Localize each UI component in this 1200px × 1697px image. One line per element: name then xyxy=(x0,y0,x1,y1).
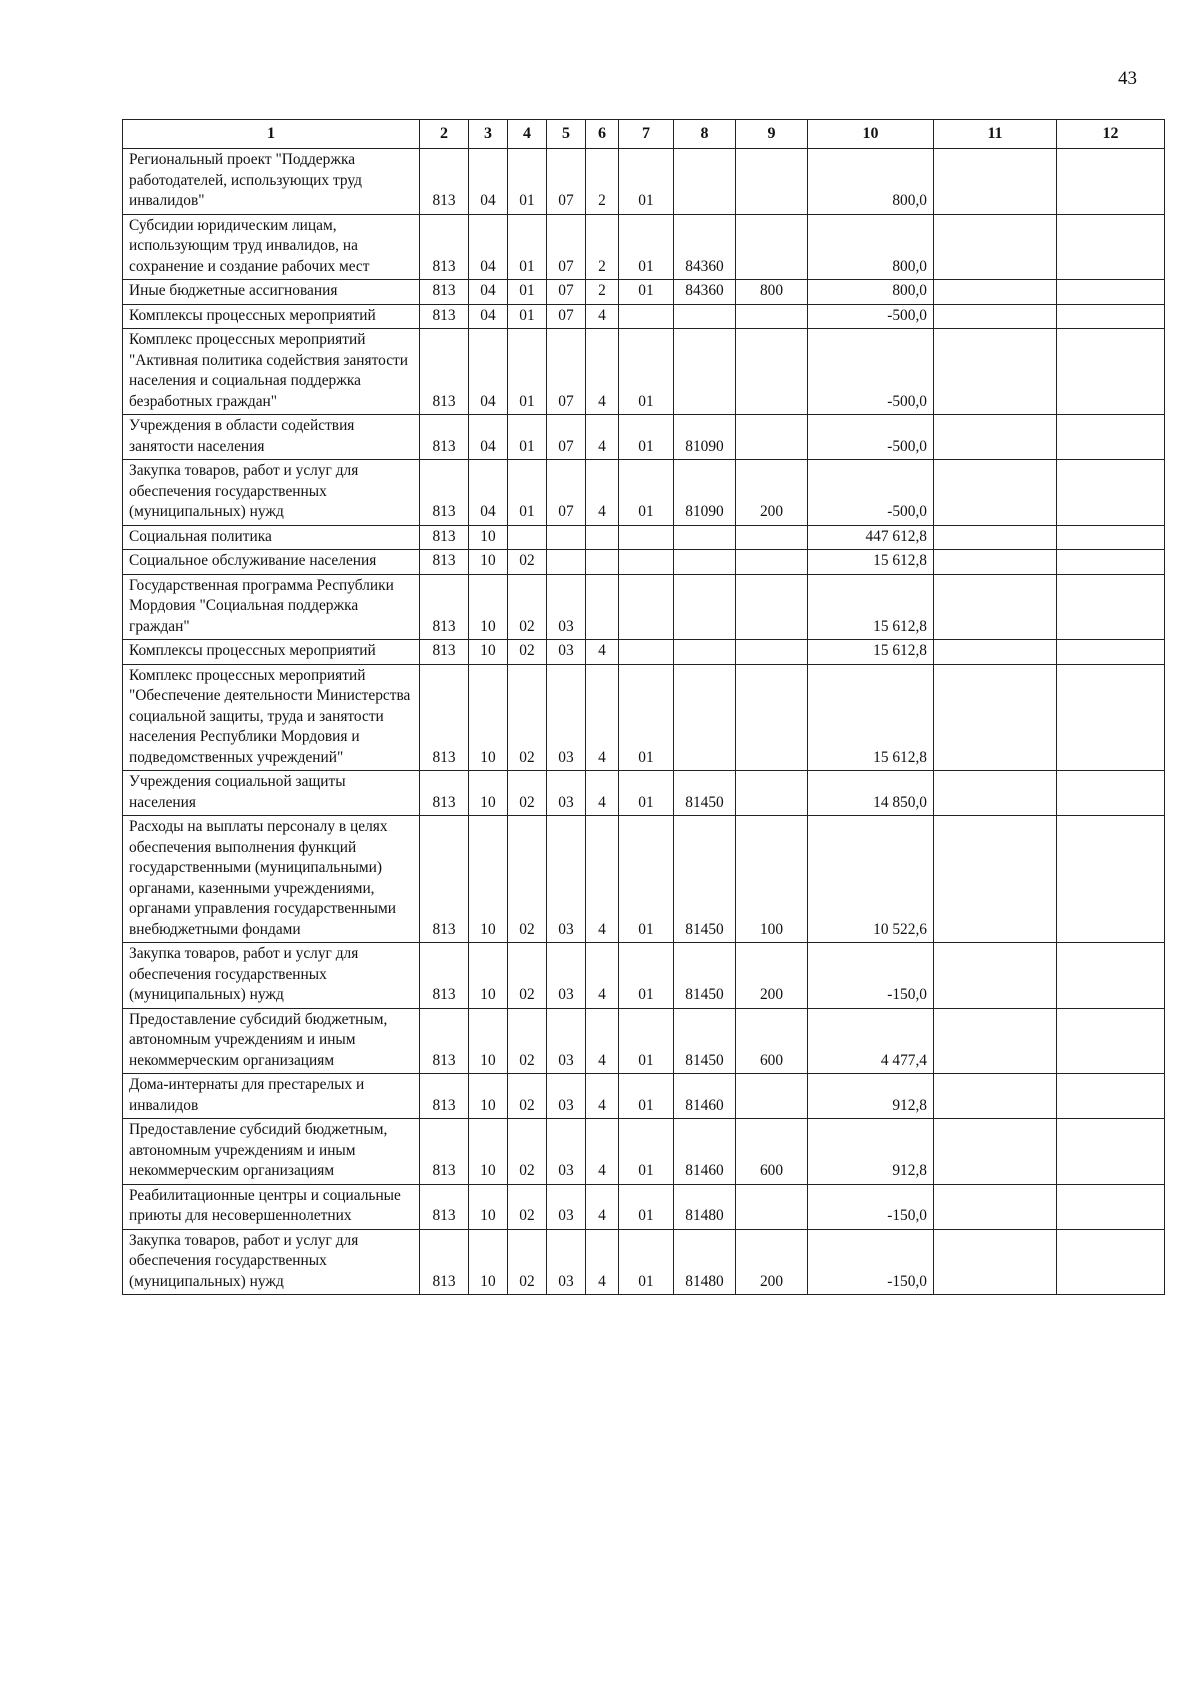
structure-code-cell: 01 xyxy=(619,1184,674,1229)
program-type-code-cell xyxy=(586,550,619,575)
expense-type-code-cell: 200 xyxy=(736,943,808,1009)
amount-cell: 10 522,6 xyxy=(808,816,934,943)
table-row xyxy=(123,1184,1165,1229)
section-code-cell: 10 xyxy=(469,1119,508,1185)
amount-cell: 912,8 xyxy=(808,1119,934,1185)
page-number: 43 xyxy=(1118,68,1137,89)
column-header: 12 xyxy=(1057,120,1165,149)
direction-code-cell xyxy=(674,304,736,329)
direction-code-cell xyxy=(674,640,736,665)
direction-code-cell: 81460 xyxy=(674,1119,736,1185)
program-code-cell: 03 xyxy=(547,943,586,1009)
amount-cell: 15 612,8 xyxy=(808,640,934,665)
program-code-cell: 07 xyxy=(547,214,586,280)
chapter-code-cell: 813 xyxy=(420,943,469,1009)
amount-cell: -150,0 xyxy=(808,1184,934,1229)
program-type-code-cell: 4 xyxy=(586,1008,619,1074)
amount-col-11-cell xyxy=(934,816,1057,943)
expense-type-code-cell: 200 xyxy=(736,1229,808,1295)
structure-code-cell: 01 xyxy=(619,1074,674,1119)
program-type-code-cell: 2 xyxy=(586,149,619,215)
direction-code-cell: 81450 xyxy=(674,1008,736,1074)
row-name-cell: Комплексы процессных мероприятий xyxy=(123,640,420,665)
chapter-code-cell: 813 xyxy=(420,771,469,816)
table-row xyxy=(123,1074,1165,1119)
expense-type-code-cell: 200 xyxy=(736,460,808,526)
amount-col-11-cell xyxy=(934,664,1057,771)
row-name-cell: Региональный проект "Поддержка работодателей, использующих труд инвалидов" xyxy=(123,149,420,215)
direction-code-cell: 81480 xyxy=(674,1229,736,1295)
amount-cell: 800,0 xyxy=(808,149,934,215)
section-code-cell: 10 xyxy=(469,1074,508,1119)
subsection-code-cell: 02 xyxy=(508,771,547,816)
direction-code-cell: 81480 xyxy=(674,1184,736,1229)
structure-code-cell: 01 xyxy=(619,816,674,943)
row-name-cell: Комплекс процессных мероприятий "Активная политика содействия занятости населения и социальная поддержка безработных граждан" xyxy=(123,329,420,415)
section-code-cell: 10 xyxy=(469,943,508,1009)
table-row xyxy=(123,1229,1165,1295)
subsection-code-cell: 01 xyxy=(508,415,547,460)
program-type-code-cell: 4 xyxy=(586,816,619,943)
direction-code-cell: 81450 xyxy=(674,816,736,943)
direction-code-cell xyxy=(674,149,736,215)
row-name-cell: Комплекс процессных мероприятий "Обеспечение деятельности Министерства социальной защиты, труда и занятости населения Республики Мордовия и подведомственных учреждений" xyxy=(123,664,420,771)
direction-code-cell: 81460 xyxy=(674,1074,736,1119)
amount-col-12-cell xyxy=(1057,525,1165,550)
amount-col-11-cell xyxy=(934,149,1057,215)
direction-code-cell xyxy=(674,525,736,550)
amount-col-12-cell xyxy=(1057,460,1165,526)
expense-type-code-cell xyxy=(736,304,808,329)
program-type-code-cell: 4 xyxy=(586,460,619,526)
program-code-cell: 03 xyxy=(547,1229,586,1295)
expense-type-code-cell xyxy=(736,329,808,415)
program-code-cell: 07 xyxy=(547,280,586,305)
column-header: 6 xyxy=(586,120,619,149)
amount-cell: -150,0 xyxy=(808,1229,934,1295)
amount-col-11-cell xyxy=(934,525,1057,550)
structure-code-cell: 01 xyxy=(619,415,674,460)
amount-col-11-cell xyxy=(934,574,1057,640)
section-code-cell: 10 xyxy=(469,816,508,943)
program-code-cell xyxy=(547,550,586,575)
amount-col-11-cell xyxy=(934,1119,1057,1185)
subsection-code-cell: 02 xyxy=(508,943,547,1009)
amount-cell: -500,0 xyxy=(808,304,934,329)
table-row xyxy=(123,1119,1165,1185)
amount-col-11-cell xyxy=(934,304,1057,329)
structure-code-cell: 01 xyxy=(619,1229,674,1295)
amount-col-11-cell xyxy=(934,943,1057,1009)
table-row xyxy=(123,816,1165,943)
amount-col-12-cell xyxy=(1057,1008,1165,1074)
chapter-code-cell: 813 xyxy=(420,329,469,415)
expense-type-code-cell xyxy=(736,1074,808,1119)
direction-code-cell: 84360 xyxy=(674,214,736,280)
program-code-cell: 03 xyxy=(547,1184,586,1229)
structure-code-cell: 01 xyxy=(619,280,674,305)
direction-code-cell: 81450 xyxy=(674,771,736,816)
amount-col-12-cell xyxy=(1057,1229,1165,1295)
structure-code-cell xyxy=(619,640,674,665)
section-code-cell: 04 xyxy=(469,460,508,526)
section-code-cell: 10 xyxy=(469,1184,508,1229)
program-type-code-cell: 4 xyxy=(586,1229,619,1295)
amount-col-11-cell xyxy=(934,771,1057,816)
chapter-code-cell: 813 xyxy=(420,1074,469,1119)
table-row xyxy=(123,943,1165,1009)
amount-col-12-cell xyxy=(1057,816,1165,943)
amount-cell: -500,0 xyxy=(808,329,934,415)
expense-type-code-cell: 600 xyxy=(736,1119,808,1185)
table-row xyxy=(123,771,1165,816)
structure-code-cell: 01 xyxy=(619,1119,674,1185)
chapter-code-cell: 813 xyxy=(420,415,469,460)
structure-code-cell xyxy=(619,550,674,575)
budget-table xyxy=(122,119,1165,1295)
amount-cell: -500,0 xyxy=(808,415,934,460)
table-row xyxy=(123,664,1165,771)
program-code-cell: 07 xyxy=(547,149,586,215)
structure-code-cell: 01 xyxy=(619,460,674,526)
chapter-code-cell: 813 xyxy=(420,1119,469,1185)
row-name-cell: Реабилитационные центры и социальные приюты для несовершеннолетних xyxy=(123,1184,420,1229)
subsection-code-cell: 01 xyxy=(508,149,547,215)
table-row xyxy=(123,574,1165,640)
amount-col-12-cell xyxy=(1057,574,1165,640)
subsection-code-cell xyxy=(508,525,547,550)
chapter-code-cell: 813 xyxy=(420,304,469,329)
chapter-code-cell: 813 xyxy=(420,816,469,943)
program-type-code-cell: 4 xyxy=(586,329,619,415)
program-code-cell: 03 xyxy=(547,664,586,771)
amount-col-11-cell xyxy=(934,550,1057,575)
subsection-code-cell: 01 xyxy=(508,329,547,415)
section-code-cell: 04 xyxy=(469,415,508,460)
section-code-cell: 10 xyxy=(469,550,508,575)
amount-col-12-cell xyxy=(1057,1074,1165,1119)
column-header: 7 xyxy=(619,120,674,149)
chapter-code-cell: 813 xyxy=(420,149,469,215)
subsection-code-cell: 02 xyxy=(508,1008,547,1074)
structure-code-cell: 01 xyxy=(619,943,674,1009)
section-code-cell: 10 xyxy=(469,771,508,816)
direction-code-cell xyxy=(674,329,736,415)
program-type-code-cell: 4 xyxy=(586,415,619,460)
chapter-code-cell: 813 xyxy=(420,280,469,305)
section-code-cell: 10 xyxy=(469,574,508,640)
row-name-cell: Предоставление субсидий бюджетным, автономным учреждениям и иным некоммерческим организациям xyxy=(123,1119,420,1185)
chapter-code-cell: 813 xyxy=(420,525,469,550)
amount-col-11-cell xyxy=(934,214,1057,280)
structure-code-cell xyxy=(619,525,674,550)
program-type-code-cell: 2 xyxy=(586,214,619,280)
chapter-code-cell: 813 xyxy=(420,664,469,771)
program-type-code-cell: 4 xyxy=(586,1119,619,1185)
expense-type-code-cell: 600 xyxy=(736,1008,808,1074)
subsection-code-cell: 01 xyxy=(508,460,547,526)
section-code-cell: 10 xyxy=(469,640,508,665)
row-name-cell: Социальное обслуживание населения xyxy=(123,550,420,575)
column-header: 8 xyxy=(674,120,736,149)
program-type-code-cell: 2 xyxy=(586,280,619,305)
section-code-cell: 10 xyxy=(469,525,508,550)
table-row xyxy=(123,550,1165,575)
subsection-code-cell: 02 xyxy=(508,1184,547,1229)
direction-code-cell: 81090 xyxy=(674,460,736,526)
program-code-cell: 07 xyxy=(547,460,586,526)
amount-cell: -500,0 xyxy=(808,460,934,526)
row-name-cell: Учреждения в области содействия занятости населения xyxy=(123,415,420,460)
expense-type-code-cell: 100 xyxy=(736,816,808,943)
column-header: 10 xyxy=(808,120,934,149)
amount-col-11-cell xyxy=(934,415,1057,460)
program-code-cell: 03 xyxy=(547,640,586,665)
row-name-cell: Субсидии юридическим лицам, использующим труд инвалидов, на сохранение и создание рабочих мест xyxy=(123,214,420,280)
table-row xyxy=(123,149,1165,215)
subsection-code-cell: 02 xyxy=(508,1074,547,1119)
program-type-code-cell xyxy=(586,574,619,640)
chapter-code-cell: 813 xyxy=(420,460,469,526)
program-code-cell: 03 xyxy=(547,1119,586,1185)
program-type-code-cell: 4 xyxy=(586,304,619,329)
table-row xyxy=(123,329,1165,415)
direction-code-cell: 81450 xyxy=(674,943,736,1009)
column-header: 5 xyxy=(547,120,586,149)
structure-code-cell: 01 xyxy=(619,771,674,816)
amount-col-11-cell xyxy=(934,1074,1057,1119)
direction-code-cell: 81090 xyxy=(674,415,736,460)
expense-type-code-cell xyxy=(736,550,808,575)
column-header: 1 xyxy=(123,120,420,149)
amount-cell: 800,0 xyxy=(808,214,934,280)
structure-code-cell: 01 xyxy=(619,1008,674,1074)
section-code-cell: 04 xyxy=(469,214,508,280)
section-code-cell: 04 xyxy=(469,304,508,329)
amount-col-12-cell xyxy=(1057,329,1165,415)
program-code-cell xyxy=(547,525,586,550)
program-type-code-cell xyxy=(586,525,619,550)
subsection-code-cell: 02 xyxy=(508,640,547,665)
expense-type-code-cell xyxy=(736,415,808,460)
row-name-cell: Государственная программа Республики Мордовия "Социальная поддержка граждан" xyxy=(123,574,420,640)
chapter-code-cell: 813 xyxy=(420,1008,469,1074)
structure-code-cell: 01 xyxy=(619,149,674,215)
column-number-row xyxy=(123,120,1165,149)
amount-col-11-cell xyxy=(934,1229,1057,1295)
row-name-cell: Иные бюджетные ассигнования xyxy=(123,280,420,305)
amount-col-12-cell xyxy=(1057,943,1165,1009)
amount-col-11-cell xyxy=(934,640,1057,665)
expense-type-code-cell xyxy=(736,664,808,771)
row-name-cell: Закупка товаров, работ и услуг для обеспечения государственных (муниципальных) нужд xyxy=(123,1229,420,1295)
chapter-code-cell: 813 xyxy=(420,214,469,280)
row-name-cell: Учреждения социальной защиты населения xyxy=(123,771,420,816)
table-row xyxy=(123,304,1165,329)
amount-col-12-cell xyxy=(1057,415,1165,460)
amount-cell: 14 850,0 xyxy=(808,771,934,816)
expense-type-code-cell xyxy=(736,149,808,215)
program-code-cell: 03 xyxy=(547,1008,586,1074)
expense-type-code-cell xyxy=(736,574,808,640)
row-name-cell: Закупка товаров, работ и услуг для обеспечения государственных (муниципальных) нужд xyxy=(123,460,420,526)
chapter-code-cell: 813 xyxy=(420,640,469,665)
amount-col-11-cell xyxy=(934,460,1057,526)
row-name-cell: Предоставление субсидий бюджетным, автономным учреждениям и иным некоммерческим организациям xyxy=(123,1008,420,1074)
row-name-cell: Расходы на выплаты персоналу в целях обеспечения выполнения функций государственными (муниципальными) органами, казенными учреждениями, органами управления государственными внебюджетными фондами xyxy=(123,816,420,943)
amount-cell: 4 477,4 xyxy=(808,1008,934,1074)
amount-col-12-cell xyxy=(1057,1184,1165,1229)
direction-code-cell xyxy=(674,550,736,575)
row-name-cell: Закупка товаров, работ и услуг для обеспечения государственных (муниципальных) нужд xyxy=(123,943,420,1009)
direction-code-cell: 84360 xyxy=(674,280,736,305)
amount-cell: 912,8 xyxy=(808,1074,934,1119)
structure-code-cell: 01 xyxy=(619,329,674,415)
column-header: 4 xyxy=(508,120,547,149)
column-header: 11 xyxy=(934,120,1057,149)
subsection-code-cell: 02 xyxy=(508,1229,547,1295)
row-name-cell: Комплексы процессных мероприятий xyxy=(123,304,420,329)
section-code-cell: 04 xyxy=(469,280,508,305)
program-code-cell: 03 xyxy=(547,771,586,816)
table-row xyxy=(123,214,1165,280)
section-code-cell: 04 xyxy=(469,149,508,215)
table-row xyxy=(123,280,1165,305)
program-code-cell: 03 xyxy=(547,816,586,943)
column-header: 9 xyxy=(736,120,808,149)
chapter-code-cell: 813 xyxy=(420,1184,469,1229)
amount-col-12-cell xyxy=(1057,1119,1165,1185)
amount-col-12-cell xyxy=(1057,149,1165,215)
program-code-cell: 07 xyxy=(547,415,586,460)
expense-type-code-cell xyxy=(736,214,808,280)
table-row xyxy=(123,415,1165,460)
chapter-code-cell: 813 xyxy=(420,574,469,640)
column-header: 2 xyxy=(420,120,469,149)
expense-type-code-cell xyxy=(736,525,808,550)
section-code-cell: 04 xyxy=(469,329,508,415)
subsection-code-cell: 01 xyxy=(508,280,547,305)
amount-col-11-cell xyxy=(934,329,1057,415)
program-type-code-cell: 4 xyxy=(586,664,619,771)
amount-col-12-cell xyxy=(1057,664,1165,771)
amount-cell: 800,0 xyxy=(808,280,934,305)
program-type-code-cell: 4 xyxy=(586,1184,619,1229)
amount-cell: 447 612,8 xyxy=(808,525,934,550)
table-row xyxy=(123,1008,1165,1074)
amount-col-11-cell xyxy=(934,280,1057,305)
amount-col-12-cell xyxy=(1057,280,1165,305)
program-type-code-cell: 4 xyxy=(586,943,619,1009)
subsection-code-cell: 01 xyxy=(508,214,547,280)
program-code-cell: 07 xyxy=(547,329,586,415)
expense-type-code-cell xyxy=(736,771,808,816)
amount-col-12-cell xyxy=(1057,640,1165,665)
amount-col-11-cell xyxy=(934,1008,1057,1074)
amount-col-12-cell xyxy=(1057,214,1165,280)
direction-code-cell xyxy=(674,664,736,771)
direction-code-cell xyxy=(674,574,736,640)
column-header: 3 xyxy=(469,120,508,149)
section-code-cell: 10 xyxy=(469,1229,508,1295)
amount-cell: 15 612,8 xyxy=(808,664,934,771)
program-code-cell: 03 xyxy=(547,1074,586,1119)
table-row xyxy=(123,460,1165,526)
subsection-code-cell: 02 xyxy=(508,664,547,771)
section-code-cell: 10 xyxy=(469,1008,508,1074)
amount-cell: -150,0 xyxy=(808,943,934,1009)
subsection-code-cell: 02 xyxy=(508,1119,547,1185)
expense-type-code-cell xyxy=(736,640,808,665)
structure-code-cell xyxy=(619,574,674,640)
structure-code-cell: 01 xyxy=(619,214,674,280)
table-row xyxy=(123,640,1165,665)
subsection-code-cell: 02 xyxy=(508,574,547,640)
program-type-code-cell: 4 xyxy=(586,1074,619,1119)
subsection-code-cell: 02 xyxy=(508,816,547,943)
amount-cell: 15 612,8 xyxy=(808,550,934,575)
expense-type-code-cell xyxy=(736,1184,808,1229)
program-code-cell: 07 xyxy=(547,304,586,329)
structure-code-cell: 01 xyxy=(619,664,674,771)
amount-col-12-cell xyxy=(1057,304,1165,329)
row-name-cell: Социальная политика xyxy=(123,525,420,550)
subsection-code-cell: 02 xyxy=(508,550,547,575)
chapter-code-cell: 813 xyxy=(420,1229,469,1295)
chapter-code-cell: 813 xyxy=(420,550,469,575)
table-body xyxy=(123,149,1165,1295)
program-type-code-cell: 4 xyxy=(586,771,619,816)
program-type-code-cell: 4 xyxy=(586,640,619,665)
amount-col-11-cell xyxy=(934,1184,1057,1229)
section-code-cell: 10 xyxy=(469,664,508,771)
program-code-cell: 03 xyxy=(547,574,586,640)
row-name-cell: Дома-интернаты для престарелых и инвалидов xyxy=(123,1074,420,1119)
expense-type-code-cell: 800 xyxy=(736,280,808,305)
table-row xyxy=(123,525,1165,550)
amount-cell: 15 612,8 xyxy=(808,574,934,640)
structure-code-cell xyxy=(619,304,674,329)
amount-col-12-cell xyxy=(1057,771,1165,816)
amount-col-12-cell xyxy=(1057,550,1165,575)
subsection-code-cell: 01 xyxy=(508,304,547,329)
